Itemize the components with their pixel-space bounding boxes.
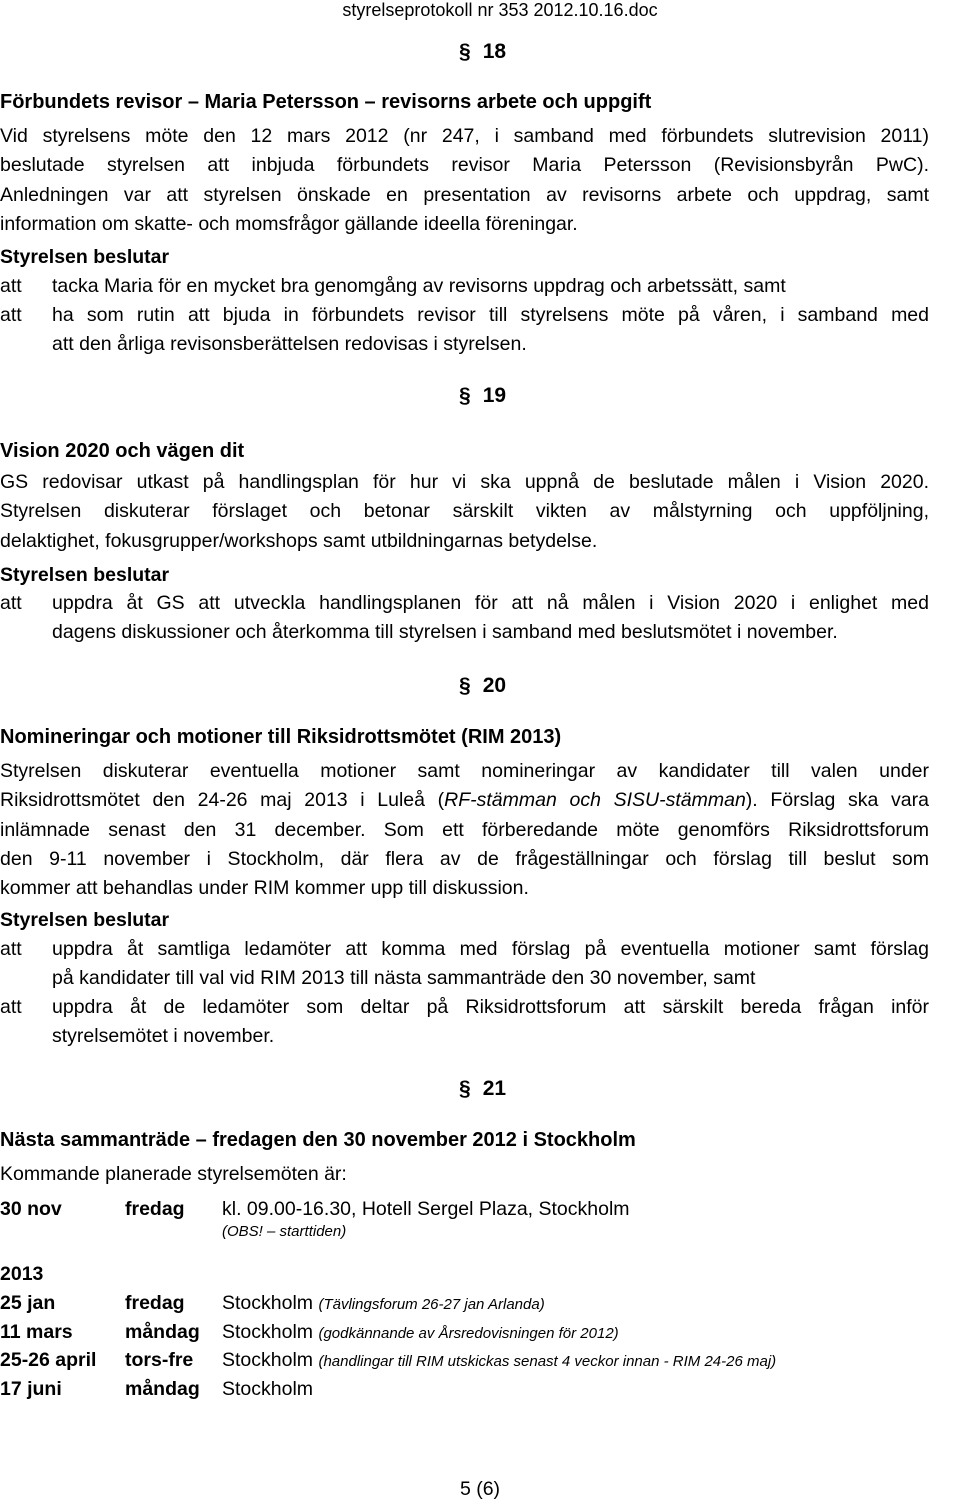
- schedule-day: fredag: [125, 1198, 185, 1220]
- section-20-text: [0, 757, 929, 903]
- section-20-heading: Nomineringar och motioner till Riksidrottsmötet (RIM 2013): [0, 726, 562, 748]
- decision-text: dagens diskussioner och återkomma till styrelsen i samband med beslutsmötet i november.: [52, 621, 838, 644]
- schedule-date: 25-26 april: [0, 1349, 97, 1371]
- text-line: beslutade styrelsen att inbjuda förbundets revisor Maria Petersson (Revisionsbyrån PwC).: [0, 154, 929, 177]
- decision-text: uppdra åt de ledamöter som deltar på Riksidrottsforum att särskilt bereda frågan inför: [52, 996, 929, 1018]
- schedule-first-row: [0, 1195, 929, 1255]
- section-19-heading: Vision 2020 och vägen dit: [0, 440, 245, 462]
- schedule-note: (godkännande av Årsredovisningen för 2012): [318, 1325, 619, 1342]
- section-18-text: [0, 122, 929, 239]
- schedule-date: 17 juni: [0, 1378, 62, 1400]
- decision-att-label: att: [0, 938, 22, 960]
- text-line: Styrelsen diskuterar eventuella motioner samt nomineringar av kandidater till valen under: [0, 760, 929, 782]
- schedule-note: (Tävlingsforum 26-27 jan Arlanda): [318, 1296, 545, 1313]
- schedule-date: 30 nov: [0, 1198, 62, 1220]
- section-19-text: [0, 468, 929, 556]
- schedule-day: måndag: [125, 1321, 200, 1343]
- section-19-number: § 19: [459, 384, 507, 407]
- schedule-note: (handlingar till RIM utskickas senast 4 veckor innan - RIM 24-26 maj): [318, 1353, 777, 1370]
- text-line: Vid styrelsens möte den 12 mars 2012 (nr 247, i samband med förbundets slutrevision 2011): [0, 125, 929, 147]
- schedule-place: Stockholm: [222, 1292, 314, 1314]
- decision-text: tacka Maria för en mycket bra genomgång av revisorns uppdrag och arbetssätt, samt: [52, 275, 786, 297]
- schedule-day: fredag: [125, 1292, 185, 1314]
- decision-att-label: att: [0, 275, 22, 297]
- section-18-decision-label: Styrelsen beslutar: [0, 246, 170, 268]
- schedule-place: Stockholm: [222, 1378, 314, 1400]
- schedule-date: 11 mars: [0, 1321, 73, 1343]
- section-18-heading: Förbundets revisor – Maria Petersson – revisorns arbete och uppgift: [0, 91, 652, 113]
- decision-text: uppdra åt samtliga ledamöter att komma med förslag på eventuella motioner samt förslag: [52, 938, 929, 960]
- decision-text: styrelsemötet i november.: [52, 1025, 275, 1048]
- schedule-date: 25 jan: [0, 1292, 56, 1314]
- section-19-decision-label: Styrelsen beslutar: [0, 564, 170, 586]
- section-20-decision-label: Styrelsen beslutar: [0, 909, 170, 931]
- schedule-info: kl. 09.00-16.30, Hotell Sergel Plaza, Stockholm: [222, 1198, 630, 1220]
- schedule-day: måndag: [125, 1378, 200, 1400]
- text-line: den 9-11 november i Stockholm, där flera av de frågeställningar och förslag till beslut som: [0, 847, 929, 870]
- header-filename: styrelseprotokoll nr 353 2012.10.16.doc: [342, 0, 658, 20]
- decision-att-label: att: [0, 996, 22, 1018]
- schedule-place: Stockholm: [222, 1349, 314, 1371]
- text-line: delaktighet, fokusgrupper/workshops samt utbildningarnas betydelse.: [0, 529, 598, 552]
- text-line: Anledningen var att styrelsen önskade en presentation av revisorns arbete och uppdrag, samt: [0, 183, 929, 206]
- text-line: inlämnade senast den 31 december. Som ett förberedande möte genomförs Riksidrottsforum: [0, 818, 929, 841]
- schedule-note: (OBS! – starttiden): [222, 1223, 347, 1240]
- section-21-heading: Nästa sammanträde – fredagen den 30 november 2012 i Stockholm: [0, 1129, 636, 1151]
- page-number: 5 (6): [459, 1478, 501, 1500]
- text-line: kommer att behandlas under RIM kommer upp till diskussion.: [0, 877, 529, 900]
- section-20-number: § 20: [459, 674, 507, 697]
- decision-text: på kandidater till val vid RIM 2013 till nästa sammanträde den 30 november, samt: [52, 967, 756, 990]
- decision-text: uppdra åt GS att utveckla handlingsplanen för att nå målen i Vision 2020 i enlighet med: [52, 592, 929, 614]
- decision-text: att den årliga revisonsberättelsen redovisas i styrelsen.: [52, 333, 527, 356]
- section-21-number: § 21: [459, 1077, 507, 1100]
- section-18-number: § 18: [459, 40, 507, 63]
- text-line: information om skatte- och momsfrågor gällande ideella föreningar.: [0, 212, 578, 235]
- decision-att-label: att: [0, 592, 22, 614]
- decision-att-label: att: [0, 304, 22, 326]
- text-line: Riksidrottsmötet den 24-26 maj 2013 i Luleå (RF-stämman och SISU-stämman). Förslag ska vara: [0, 789, 929, 812]
- text-line: GS redovisar utkast på handlingsplan för hur vi ska uppnå de beslutade målen i Vision 2020.: [0, 471, 929, 493]
- schedule-day: tors-fre: [125, 1349, 194, 1371]
- schedule-year-label: 2013: [0, 1263, 44, 1285]
- section-21-intro: Kommande planerade styrelsemöten är:: [0, 1163, 347, 1185]
- schedule-place: Stockholm: [222, 1321, 314, 1343]
- document-header: [0, 0, 960, 20]
- decision-text: ha som rutin att bjuda in förbundets revisor till styrelsens möte på våren, i samband med: [52, 304, 929, 326]
- text-line: Styrelsen diskuterar förslaget och betonar särskilt vikten av målstyrning och uppföljning,: [0, 500, 929, 523]
